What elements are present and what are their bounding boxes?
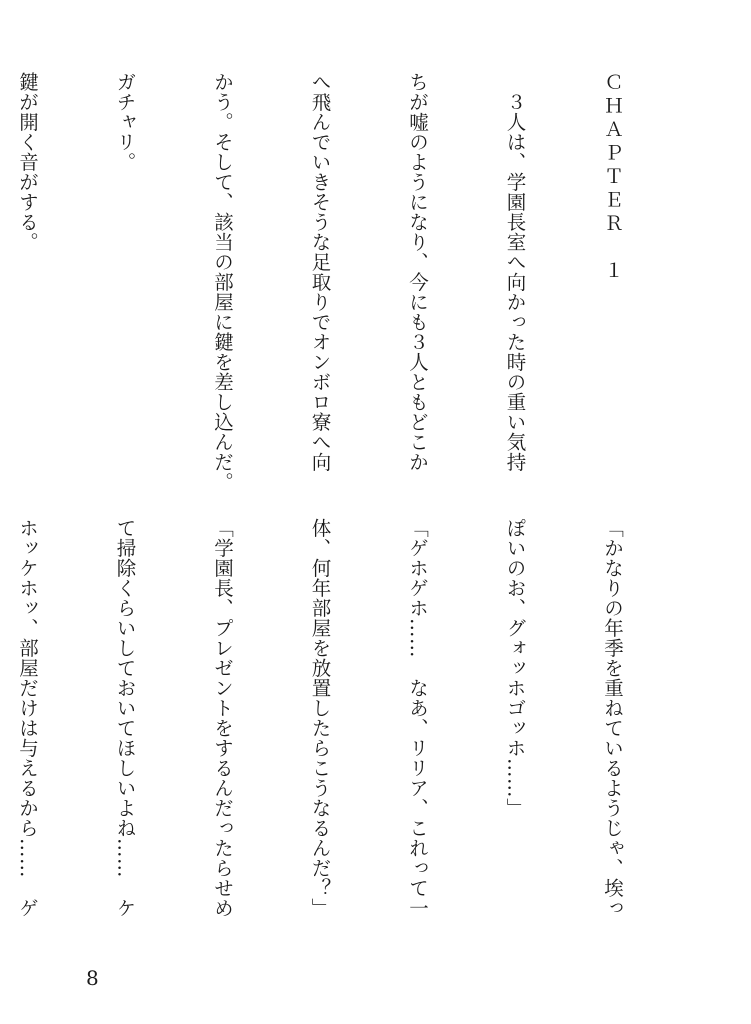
text-line: ３人は、学園長室へ向かった時の重い気持 xyxy=(503,72,527,472)
text-line: 鍵が開く音がする。 xyxy=(16,72,39,252)
text-line: ホッケホッ、部屋だけは与えるから…… ゲ xyxy=(16,518,39,918)
text-line: て掃除くらいしておいてほしいよね…… ケ xyxy=(113,518,137,918)
text-line: ちが嘘のようになり、今にも３人ともどこか xyxy=(406,72,429,472)
chapter-heading: ＣＨＡＰＴＥＲ １ xyxy=(601,72,624,284)
text-line: ぽいのお、グォッホゴッホ……」 xyxy=(503,518,527,818)
bottom-text-block xyxy=(0,518,693,928)
text-line: 体、何年部屋を放置したらこうなるんだ？」 xyxy=(308,518,332,918)
text-line: 「学園長、プレゼントをするんだったらせめ xyxy=(211,518,234,918)
text-line: へ飛んでいきそうな足取りでオンボロ寮へ向 xyxy=(308,72,332,472)
text-line: ガチャリ。 xyxy=(113,72,137,172)
page-number: 8 xyxy=(86,966,99,990)
text-line: かう。そして、該当の部屋に鍵を差し込んだ。 xyxy=(211,72,234,492)
text-line: 「かなりの年季を重ねているようじゃ、埃っ xyxy=(601,518,624,918)
top-text-block xyxy=(0,72,693,492)
text-line: 「ゲホゲホ…… なあ、リリア、これって一 xyxy=(406,518,429,918)
